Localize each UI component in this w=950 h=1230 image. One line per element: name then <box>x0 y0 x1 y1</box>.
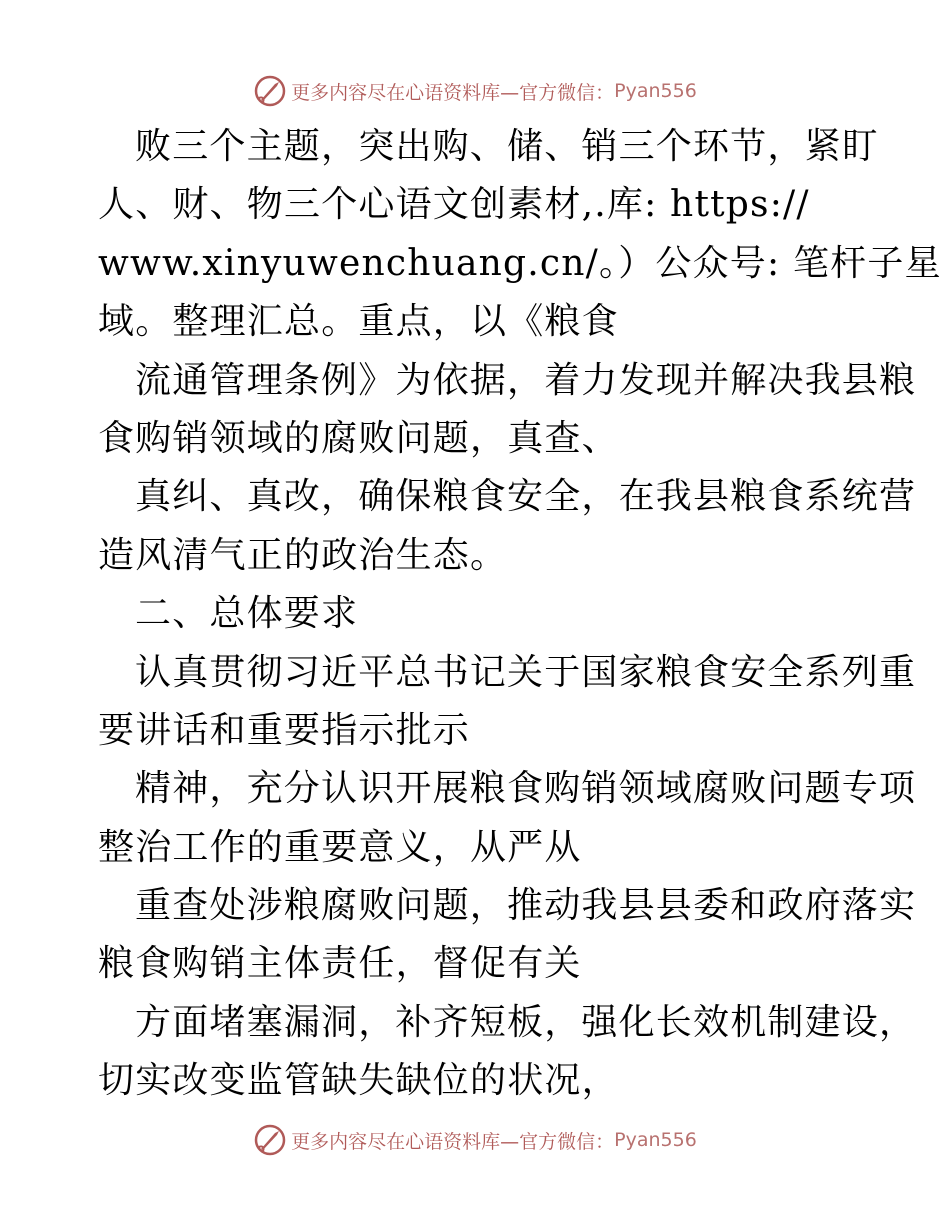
text-line: 重查处涉粮腐败问题，推动我县县委和政府落实 <box>135 885 917 927</box>
text-line: 粮食购销主体责任，督促有关 <box>98 943 582 985</box>
banner-wechat-id: Pyan556 <box>614 80 697 102</box>
text-line: 食购销领域的腐败问题，真查、 <box>98 417 619 459</box>
footer-watermark-banner <box>0 1120 950 1160</box>
text-line: 精神，充分认识开展粮食购销领域腐败问题专项 <box>135 768 917 810</box>
text-line: 流通管理条例》为依据，着力发现并解决我县粮 <box>135 359 917 401</box>
quill-pen-logo-icon <box>253 1123 287 1157</box>
banner-wechat-id: Pyan556 <box>614 1129 697 1151</box>
text-line: 域。整理汇总。重点，以《粮食 <box>98 301 619 343</box>
text-line: 败三个主题，突出购、储、销三个环节，紧盯 <box>135 126 880 167</box>
text-line: 人、财、物三个心语文创素材,.库: https:// <box>98 184 810 226</box>
text-line: 整治工作的重要意义，从严从 <box>98 826 582 868</box>
banner-text: 更多内容尽在心语资料库—官方微信： <box>291 1130 615 1153</box>
quill-pen-logo-icon <box>253 74 287 108</box>
text-line: 二、总体要求 <box>135 593 359 635</box>
banner-text: 更多内容尽在心语资料库—官方微信： <box>291 81 615 104</box>
header-watermark-banner <box>0 71 950 111</box>
text-line: 认真贯彻习近平总书记关于国家粮食安全系列重 <box>135 651 917 693</box>
text-line: 造风清气正的政治生态。 <box>98 534 508 576</box>
text-line: 要讲话和重要指示批示 <box>98 709 471 751</box>
text-line: 真纠、真改，确保粮食安全，在我县粮食系统营 <box>135 476 917 518</box>
text-line: 切实改变监管缺失缺位的状况， <box>98 1060 619 1102</box>
document-body <box>98 118 942 1111</box>
text-line: 方面堵塞漏洞，补齐短板，强化长效机制建设， <box>135 1001 917 1043</box>
text-line: www.xinyuwenchuang.cn/。）公众号: 笔杆子星 <box>98 242 942 284</box>
